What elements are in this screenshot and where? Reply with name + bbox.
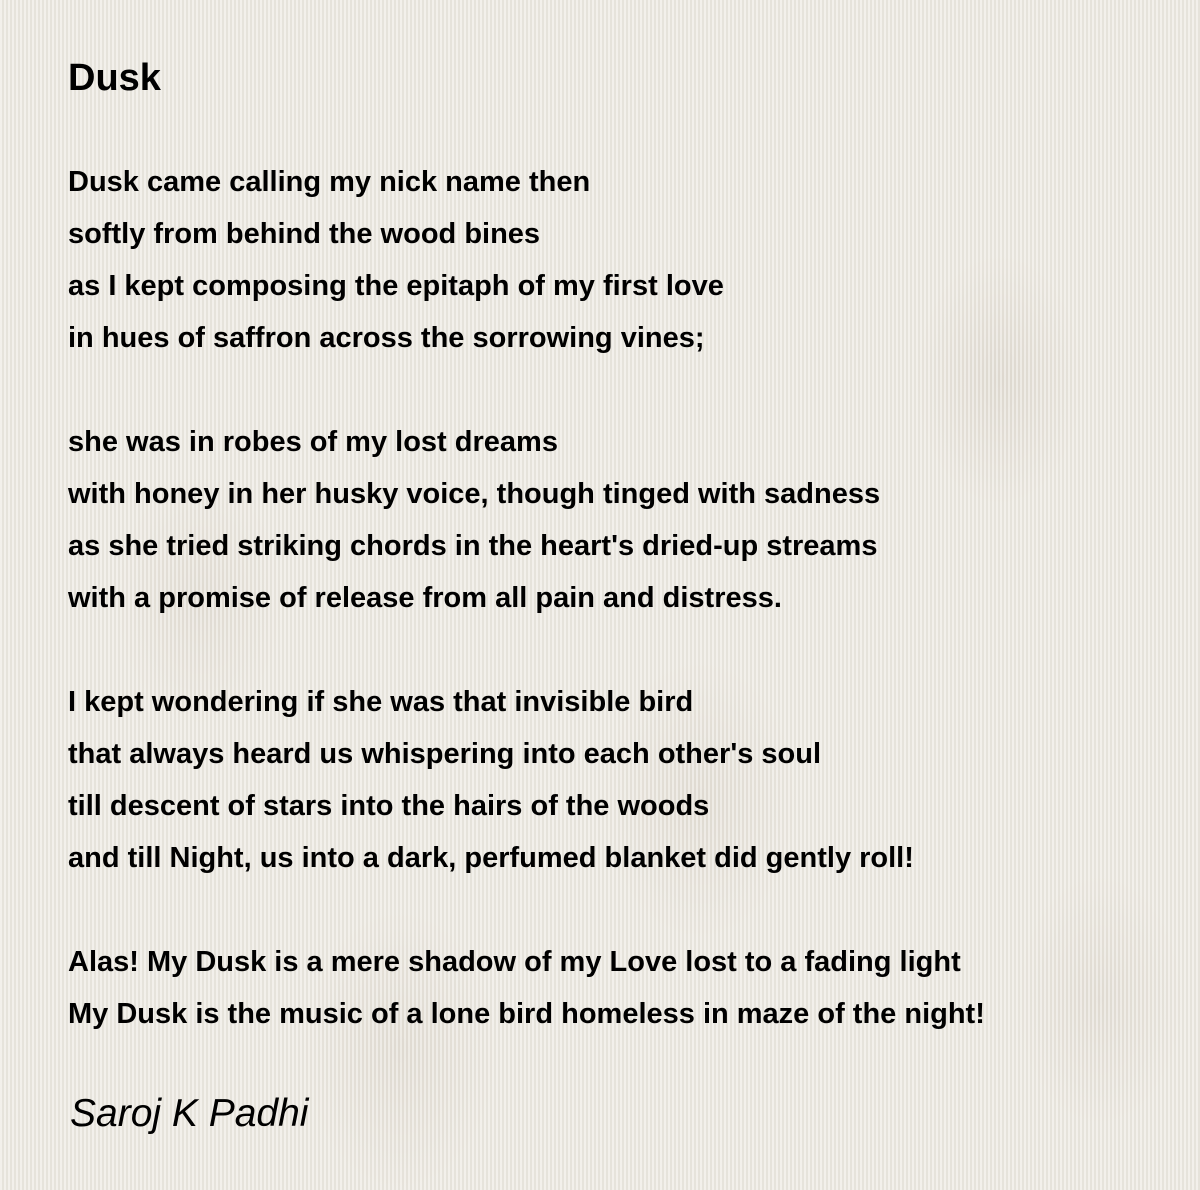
poem-line: in hues of saffron across the sorrowing vines;	[68, 322, 705, 354]
stanza	[68, 156, 1178, 364]
stanza	[68, 676, 1178, 884]
poem-line: and till Night, us into a dark, perfumed blanket did gently roll!	[68, 842, 914, 874]
poem-line: Dusk came calling my nick name then	[68, 166, 591, 198]
poem-line: she was in robes of my lost dreams	[68, 426, 558, 458]
poem-line: as she tried striking chords in the heart's dried-up streams	[68, 530, 878, 562]
stanza	[68, 416, 1178, 624]
poem-line: that always heard us whispering into each other's soul	[68, 738, 822, 770]
stanza	[68, 936, 1178, 1040]
poem-title: Dusk	[68, 57, 161, 99]
poem-author: Saroj K Padhi	[70, 1092, 309, 1135]
poem-line: with honey in her husky voice, though tinged with sadness	[68, 478, 881, 510]
poem-line: as I kept composing the epitaph of my first love	[68, 270, 724, 302]
poem-line: Alas! My Dusk is a mere shadow of my Love lost to a fading light	[68, 946, 961, 978]
poem-line: till descent of stars into the hairs of the woods	[68, 790, 710, 822]
poem-line: softly from behind the wood bines	[68, 218, 541, 250]
poem-line: My Dusk is the music of a lone bird homeless in maze of the night!	[68, 998, 985, 1030]
poem-line: I kept wondering if she was that invisible bird	[68, 686, 694, 718]
poem-line: with a promise of release from all pain and distress.	[68, 582, 782, 614]
poem-body	[68, 156, 1178, 1040]
